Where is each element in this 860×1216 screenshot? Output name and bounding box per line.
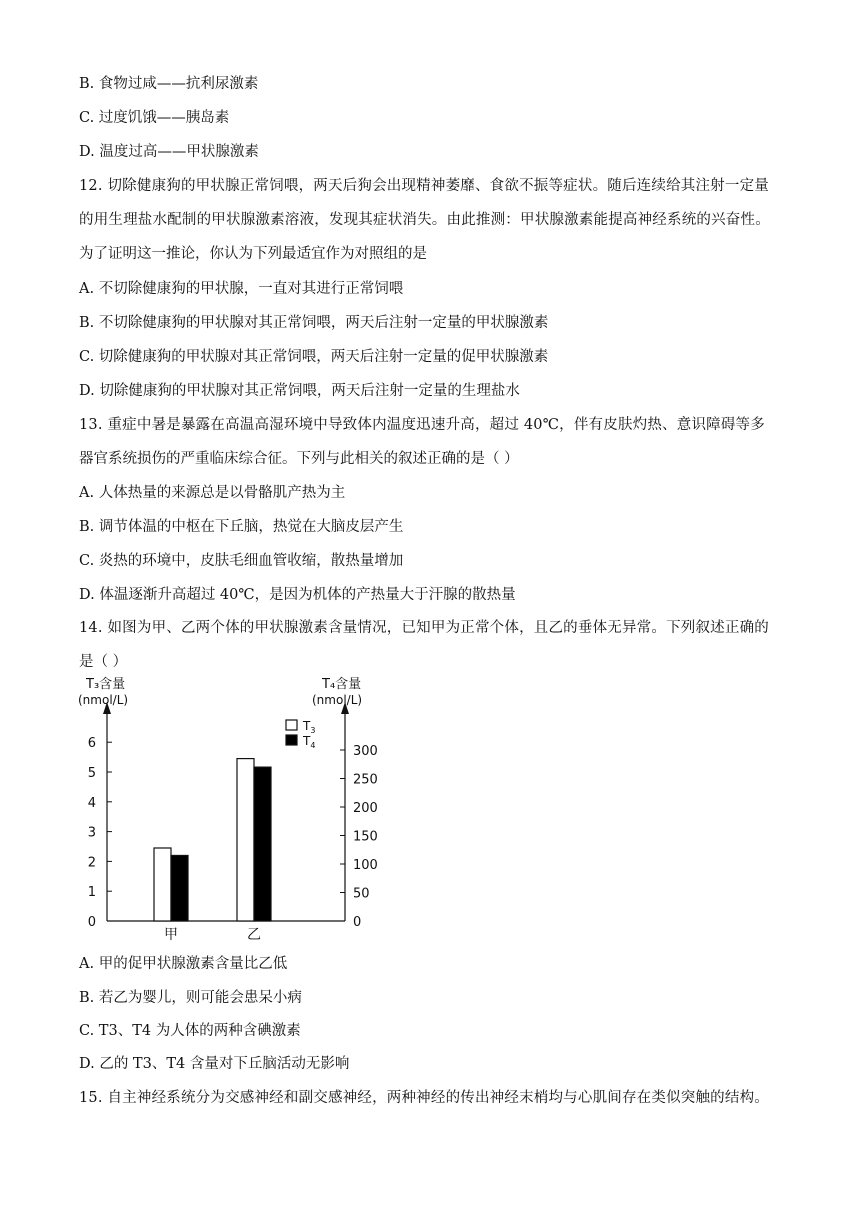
option-c-q11: C. 过度饥饿——胰岛素: [79, 110, 230, 126]
question-12-option-d: D. 切除健康狗的甲状腺对其正常饲喂，两天后注射一定量的生理盐水: [79, 383, 520, 399]
right-tick-label: 50: [353, 886, 370, 902]
right-tick-label: 300: [353, 744, 378, 759]
right-tick-label: 150: [353, 829, 378, 845]
chart-labels: [78, 677, 378, 943]
right-axis-unit: (nmol/L): [312, 693, 363, 707]
question-14-line-2: 是（ ）: [79, 654, 128, 670]
question-14-option-a: A. 甲的促甲状腺激素含量比乙低: [79, 956, 288, 972]
question-13-option-a: A. 人体热量的来源总是以骨骼肌产热为主: [79, 485, 346, 501]
chart-bars: [154, 720, 297, 921]
bar-t4-2: [254, 767, 271, 921]
legend-swatch-t4: [286, 735, 297, 745]
left-tick-label: 3: [87, 825, 96, 841]
right-tick-label: 250: [353, 772, 378, 788]
question-14-option-d: D. 乙的 T3、T4 含量对下丘脑活动无影响: [79, 1056, 350, 1072]
right-tick-label: 100: [353, 858, 378, 873]
question-12-line-2: 的用生理盐水配制的甲状腺激素溶液，发现其症状消失。由此推测：甲状腺激素能提高神经系统的兴奋性。: [79, 212, 770, 228]
category-label: 甲: [164, 927, 178, 943]
option-d-q11: D. 温度过高——甲状腺激素: [79, 144, 259, 160]
left-axis-unit: (nmol/L): [78, 693, 129, 707]
question-13-line-2: 器官系统损伤的严重临床综合征。下列与此相关的叙述正确的是（ ）: [79, 451, 519, 467]
question-14-line-1: 14. 如图为甲、乙两个体的甲状腺激素含量情况，已知甲为正常个体，且乙的垂体无异常。下列叙述正确的: [79, 620, 769, 636]
question-14-option-c: C. T3、T4 为人体的两种含碘激素: [79, 1023, 301, 1039]
question-15-line-1: 15. 自主神经系统分为交感神经和副交感神经，两种神经的传出神经末梢均与心肌间存在类似突触的结构。: [79, 1090, 769, 1106]
legend-label-t3: $T_3$: [303, 719, 316, 735]
category-label: 乙: [247, 927, 261, 943]
question-14-option-b: B. 若乙为婴儿，则可能会患呆小病: [79, 990, 302, 1006]
option-b-q11: B. 食物过咸——抗利尿激素: [79, 76, 259, 92]
bar-t3-1: [154, 848, 171, 921]
left-tick-label: 0: [87, 915, 96, 930]
question-12-line-1: 12. 切除健康狗的甲状腺正常饲喂，两天后狗会出现精神萎靡、食欲不振等症状。随后连续给其注射一定量: [79, 178, 769, 194]
left-tick-label: 4: [87, 795, 96, 811]
legend-label-t4: $T_4$: [303, 734, 316, 750]
left-tick-label: 5: [87, 766, 96, 781]
left-tick-label: 2: [87, 855, 96, 871]
left-tick-label: 1: [87, 885, 96, 901]
question-12-option-b: B. 不切除健康狗的甲状腺对其正常饲喂，两天后注射一定量的甲状腺激素: [79, 315, 549, 331]
right-tick-label: 0: [353, 915, 362, 930]
bar-t3-2: [237, 759, 254, 921]
question-12-line-3: 为了证明这一推论，你认为下列最适宜作为对照组的是: [79, 246, 427, 262]
question-13-line-1: 13. 重症中暑是暴露在高温高湿环境中导致体内温度迅速升高，超过 40℃，伴有皮肤灼热、意识障碍等多: [79, 417, 765, 433]
right-tick-label: 200: [353, 801, 378, 816]
question-13-option-c: C. 炎热的环境中，皮肤毛细血管收缩，散热量增加: [79, 553, 404, 569]
bar-t4-1: [171, 855, 188, 921]
hormone-bar-chart: [72, 672, 402, 947]
question-12-option-c: C. 切除健康狗的甲状腺对其正常饲喂，两天后注射一定量的促甲状腺激素: [79, 349, 549, 365]
question-12-option-a: A. 不切除健康狗的甲状腺，一直对其进行正常饲喂: [79, 281, 404, 297]
left-tick-label: 6: [87, 736, 96, 752]
legend-swatch-t3: [286, 720, 297, 730]
question-13-option-b: B. 调节体温的中枢在下丘脑，热觉在大脑皮层产生: [79, 519, 404, 535]
question-13-option-d: D. 体温逐渐升高超过 40℃，是因为机体的产热量大于汗腺的散热量: [79, 587, 516, 603]
left-axis-title: T₃含量: [86, 677, 126, 692]
right-axis-title: T₄含量: [322, 677, 362, 692]
